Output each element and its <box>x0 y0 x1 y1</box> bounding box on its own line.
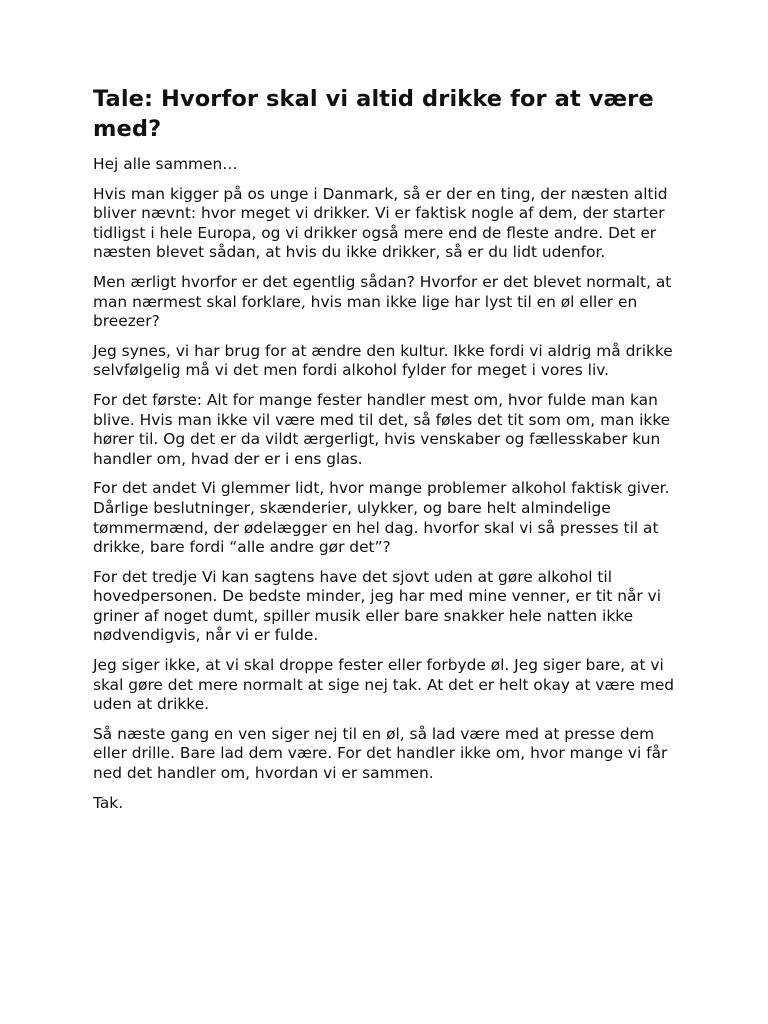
paragraph-conclusion: Så næste gang en ven siger nej til en øl, så lad være med at presse dem eller drille. Bare lad dem være. For det handler ikke om, hvor mange vi får ned det handler om, hvordan vi er sammen. <box>93 724 668 783</box>
paragraph-question: Men ærligt hvorfor er det egentlig sådan? Hvorfor er det blevet normalt, at man nærmest skal forklare, hvis man ikke lige har lyst til en øl eller en breezer? <box>93 272 672 331</box>
document-title: Tale: Hvorfor skal vi altid drikke for at være med? <box>93 86 654 142</box>
paragraph-thesis: Jeg synes, vi har brug for at ændre den kultur. Ikke fordi vi aldrig må drikke selvfølgelig må vi det men fordi alkohol fylder for meget i vores liv. <box>93 341 673 380</box>
paragraph-clarification: Jeg siger ikke, at vi skal droppe fester eller forbyde øl. Jeg siger bare, at vi skal gøre det mere normalt at sige nej tak. At det er helt okay at være med uden at drikke. <box>93 656 675 714</box>
paragraph-intro: Hvis man kigger på os unge i Danmark, så er der en ting, der næsten altid bliver nævnt: hvor meget vi drikker. Vi er faktisk nogle af dem, der starter tidligst i hele Europa, og vi drikker også mere end de fleste andre. Det er næsten blevet sådan, at hvis du ikke drikker, så er du lidt udenfor. <box>93 184 668 262</box>
paragraph-greeting: Hej alle sammen… <box>93 155 238 173</box>
paragraph-closing: Tak. <box>93 793 124 812</box>
paragraph-first-argument: For det første: Alt for mange fester handler mest om, hvor fulde man kan blive. Hvis man ikke vil være med til det, så føles det tit som om, man ikke hører til. Og det er da vildt ærgerligt, hvis venskaber og fællesskaber kun handler om, hvad der er i ens glas. <box>93 390 671 468</box>
paragraph-second-argument: For det andet Vi glemmer lidt, hvor mange problemer alkohol faktisk giver. Dårlige beslutninger, skænderier, ulykker, og bare helt almindelige tømmermænd, der ødelægger en hel dag. hvorfor skal vi så presses til at drikke, bare fordi “alle andre gør det”? <box>93 479 670 557</box>
paragraph-third-argument: For det tredje Vi kan sagtens have det sjovt uden at gøre alkohol til hovedpersonen. De bedste minder, jeg har med mine venner, er tit når vi griner af noget dumt, spiller musik eller bare snakker hele natten ikke nødvendigvis, når vi er fulde. <box>93 567 661 645</box>
